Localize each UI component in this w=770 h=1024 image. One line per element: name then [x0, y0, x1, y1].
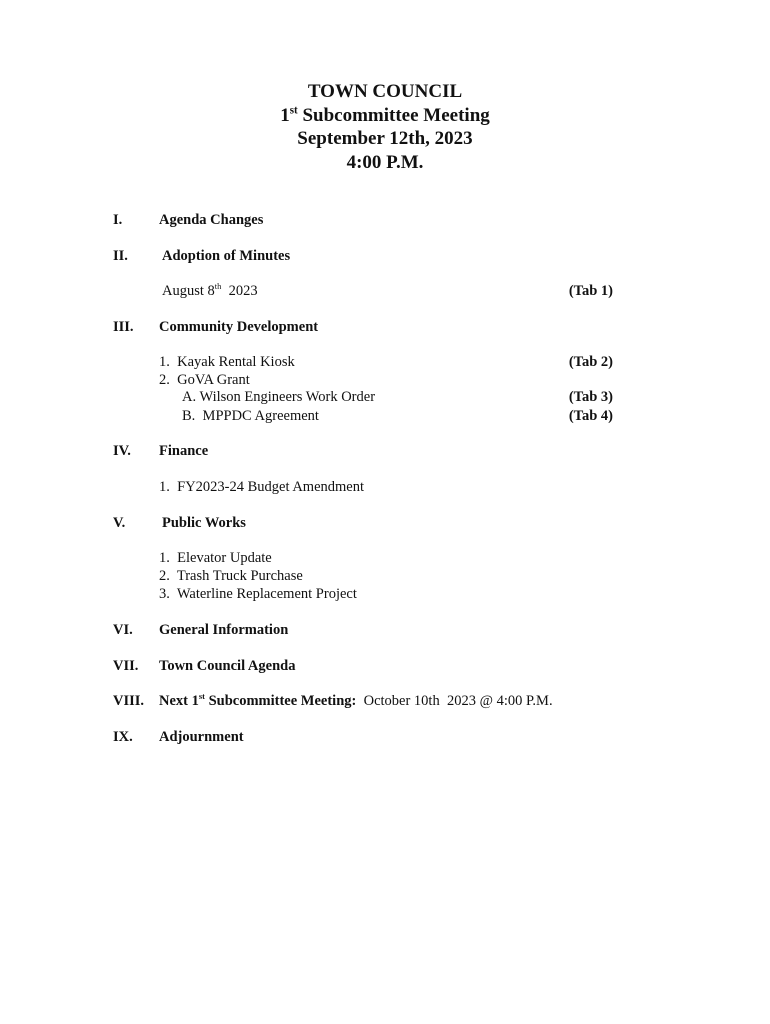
- list-item-trash-truck-purchase: 2. Trash Truck Purchase: [159, 568, 303, 584]
- meeting-date: September 12th, 2023: [297, 128, 473, 149]
- minutes-date-year: 2023: [221, 283, 258, 299]
- next-meeting-title-prefix: Next 1: [159, 693, 199, 709]
- minutes-date: [162, 282, 258, 300]
- next-meeting-title-suffix: Subcommittee Meeting:: [204, 693, 357, 709]
- next-meeting-title-suffix-sup: st: [198, 692, 205, 702]
- list-item-waterline-replacement: 3. Waterline Replacement Project: [159, 586, 357, 602]
- section-number-iii: III.: [113, 319, 134, 335]
- list-item-wilson-engineers: A. Wilson Engineers Work Order: [182, 389, 376, 405]
- minutes-date-suffix: th: [214, 282, 222, 292]
- tab-reference-2: (Tab 2): [568, 354, 613, 370]
- meeting-number-suffix: st: [289, 104, 298, 117]
- section-title-public-works: Public Works: [162, 515, 246, 531]
- section-title-general-information: General Information: [159, 622, 289, 638]
- section-title-adoption-of-minutes: Adoption of Minutes: [162, 248, 291, 264]
- list-item-mppdc-agreement: B. MPPDC Agreement: [182, 408, 319, 424]
- tab-reference-1: (Tab 1): [568, 283, 613, 299]
- council-title: TOWN COUNCIL: [307, 81, 463, 102]
- next-meeting-detail: October 10th 2023 @ 4:00 P.M.: [356, 693, 553, 709]
- tab-reference-3: (Tab 3): [568, 389, 613, 405]
- minutes-date-text: August 8: [162, 283, 215, 299]
- section-number-iv: IV.: [113, 443, 131, 459]
- section-title-town-council-agenda: Town Council Agenda: [159, 658, 296, 674]
- list-item-gova-grant: 2. GoVA Grant: [159, 372, 250, 388]
- section-title-agenda-changes: Agenda Changes: [159, 212, 264, 228]
- section-title-adjournment: Adjournment: [159, 729, 244, 745]
- section-number-vii: VII.: [113, 658, 139, 674]
- list-item-budget-amendment: 1. FY2023-24 Budget Amendment: [159, 479, 365, 495]
- meeting-type-text: Subcommittee Meeting: [297, 104, 490, 126]
- section-title-finance: Finance: [159, 443, 209, 459]
- list-item-elevator-update: 1. Elevator Update: [159, 550, 272, 566]
- section-number-ix: IX.: [113, 729, 133, 745]
- section-number-viii: VIII.: [113, 693, 145, 709]
- meeting-number: 1: [280, 104, 290, 126]
- section-number-i: I.: [113, 212, 123, 228]
- meeting-type: [0, 104, 770, 128]
- tab-reference-4: (Tab 4): [568, 408, 613, 424]
- section-number-v: V.: [113, 515, 126, 531]
- section-title-community-development: Community Development: [159, 319, 319, 335]
- meeting-header: [0, 80, 770, 174]
- next-meeting-line: [159, 692, 553, 710]
- meeting-time: 4:00 P.M.: [346, 151, 424, 173]
- section-number-vi: VI.: [113, 622, 133, 638]
- section-number-ii: II.: [113, 248, 128, 264]
- list-item-kayak-rental-kiosk: 1. Kayak Rental Kiosk: [159, 354, 295, 370]
